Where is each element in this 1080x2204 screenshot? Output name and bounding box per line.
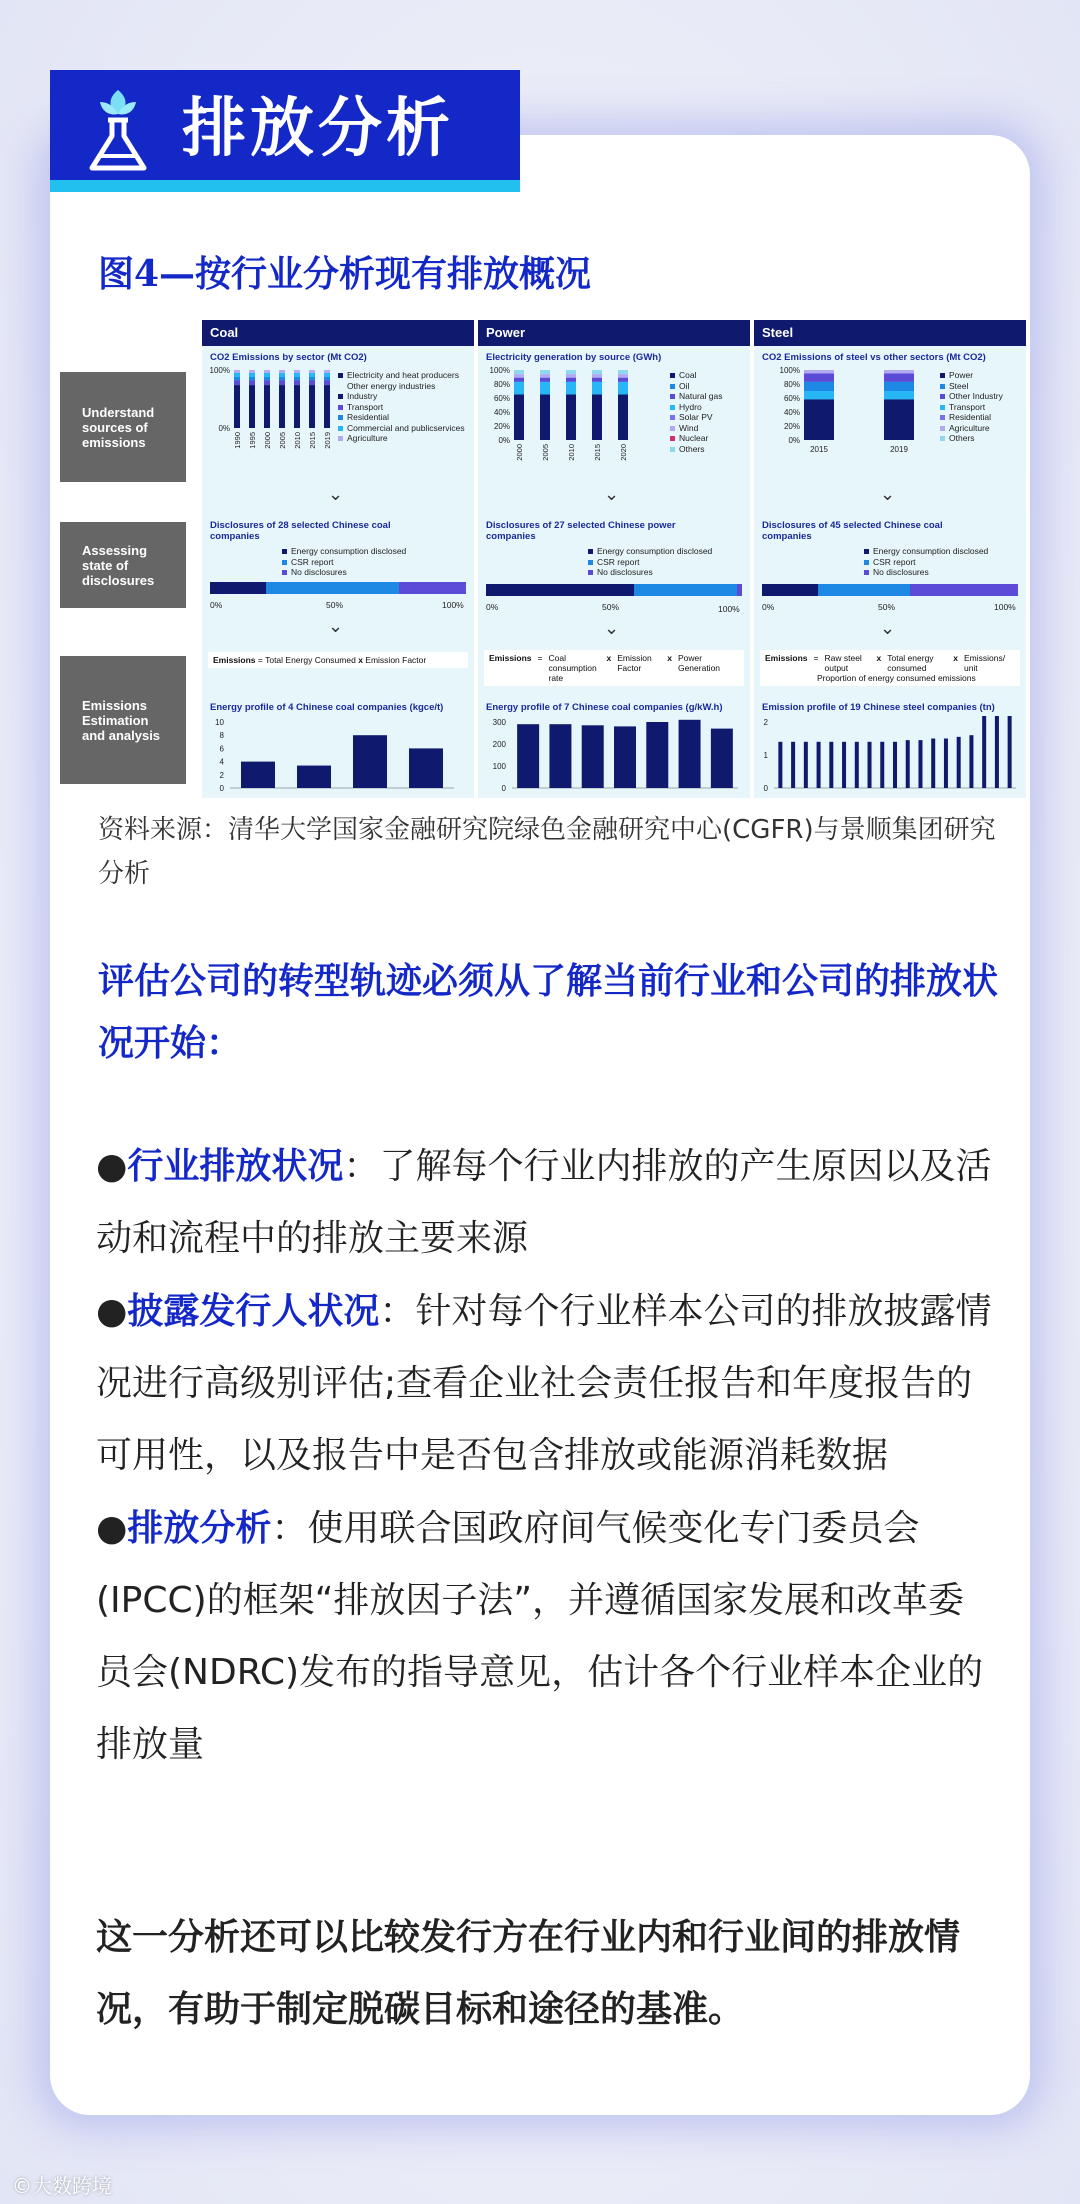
disclosure-segment	[399, 582, 466, 594]
chevron-down-icon: ⌄	[328, 484, 344, 505]
bar-segment	[264, 377, 270, 380]
bar-segment	[309, 380, 315, 385]
profile-bar	[817, 742, 821, 788]
x-tick-label: 2005	[278, 432, 287, 449]
x-tick-label: 2019	[890, 445, 908, 454]
legend-item: Residential	[338, 412, 465, 423]
profile-title: Energy profile of 4 Chinese coal companies (kgce/t)	[210, 702, 444, 713]
disclosure-title: Disclosures of 28 selected Chinese coal companies	[210, 520, 391, 542]
bar-segment	[309, 370, 315, 373]
bar-segment	[618, 382, 628, 395]
sources-chart	[202, 364, 342, 459]
y-tick-label: 40%	[493, 408, 510, 417]
chevron-down-icon: ⌄	[604, 484, 620, 505]
chevron-down-icon: ⌄	[880, 618, 896, 639]
panel-coal	[202, 320, 474, 798]
disclosure-bar	[762, 584, 1018, 596]
profile-bar	[353, 735, 387, 788]
x-tick-label: 2010	[293, 432, 302, 449]
row-label-sources: Understand sources of emissions	[60, 372, 186, 482]
y-tick-label: 1	[763, 751, 768, 760]
bar-segment	[234, 380, 240, 385]
bar-segment	[294, 385, 300, 428]
bar-segment	[804, 399, 834, 440]
disclosure-legend: Energy consumption disclosed CSR report No disclosures	[588, 546, 712, 578]
bar-segment	[804, 370, 834, 374]
bar-segment	[540, 370, 550, 374]
profile-bar	[995, 716, 999, 788]
profile-bar	[868, 742, 872, 788]
bar-segment	[804, 391, 834, 399]
bar-segment	[566, 382, 576, 395]
bar-segment	[592, 382, 602, 395]
pct-label: 50%	[326, 600, 344, 610]
bar-segment	[249, 370, 255, 373]
bar-segment	[249, 385, 255, 428]
x-tick-label: 2015	[308, 432, 317, 449]
emission-formula: Emissions = Coal consumption rate x Emission Factor x Power Generation	[484, 650, 744, 686]
bar-segment	[514, 395, 524, 441]
bullet-list	[96, 1130, 996, 1781]
y-tick-label: 4	[219, 757, 224, 767]
profile-bar	[969, 735, 973, 788]
bar-segment	[566, 370, 576, 374]
source-note: 资料来源：清华大学国家金融研究院绿色金融研究中心(CGFR)与景顺集团研究分析	[98, 815, 996, 889]
bar-segment	[264, 385, 270, 428]
x-tick-label: 2019	[323, 432, 332, 449]
legend-item: Other energy industries	[347, 380, 436, 391]
profile-bar	[791, 742, 795, 788]
disclosure-segment	[910, 584, 1018, 596]
profile-bar	[549, 724, 571, 788]
bar-segment	[514, 378, 524, 382]
x-tick-label: 2015	[810, 445, 828, 454]
disclosure-bar	[210, 582, 466, 594]
panel-header: Coal	[202, 320, 474, 346]
bar-segment	[309, 385, 315, 428]
y-tick-label: 0	[219, 784, 224, 793]
y-tick-label: 40%	[783, 408, 800, 417]
profile-bar	[906, 740, 910, 788]
x-tick-label: 1995	[248, 432, 257, 449]
bar-segment	[618, 378, 628, 382]
y-tick-label: 0	[763, 784, 768, 793]
conclusion-text: 这一分析还可以比较发行方在行业内和行业间的排放情况，有助于制定脱碳目标和途径的基准。	[96, 1917, 961, 2030]
sources-chart	[478, 364, 668, 470]
profile-bar	[982, 716, 986, 788]
bar-segment	[249, 377, 255, 380]
bar-segment	[324, 385, 330, 428]
bar-segment	[884, 374, 914, 382]
bar-segment	[884, 382, 914, 391]
legend-item: Agriculture	[338, 433, 465, 444]
bar-segment	[514, 382, 524, 395]
profile-bar	[582, 725, 604, 788]
profile-bar	[1008, 716, 1012, 788]
bar-segment	[540, 382, 550, 395]
x-tick-label: 2000	[263, 432, 272, 449]
bar-segment	[279, 380, 285, 385]
y-tick-label: 80%	[783, 380, 800, 389]
sources-chart	[754, 364, 944, 470]
panel-power	[478, 320, 750, 798]
profile-bar	[409, 748, 443, 788]
x-tick-label: 2000	[515, 444, 524, 461]
legend-item: Electricity and heat producers	[338, 370, 465, 381]
y-tick-label: 100	[492, 762, 506, 771]
sources-chart-title: CO2 Emissions of steel vs other sectors (Mt CO2)	[762, 352, 986, 363]
profile-bar	[944, 739, 948, 789]
sector-figure	[60, 320, 1020, 800]
bar-segment	[884, 399, 914, 440]
sources-chart-title: Electricity generation by source (GWh)	[486, 352, 662, 363]
y-tick-label: 6	[219, 744, 224, 754]
bar-segment	[234, 370, 240, 373]
bar-segment	[592, 395, 602, 441]
bar-segment	[592, 370, 602, 374]
bar-segment	[804, 374, 834, 382]
bar-segment	[592, 374, 602, 378]
profile-bar	[918, 740, 922, 788]
disclosure-segment	[762, 584, 818, 596]
chevron-down-icon: ⌄	[880, 484, 896, 505]
row-label-estimation: Emissions Estimation and analysis	[60, 656, 186, 784]
bar-segment	[566, 378, 576, 382]
y-tick-label: 20%	[783, 422, 800, 431]
pct-label: 100%	[994, 602, 1016, 612]
bar-segment	[234, 385, 240, 428]
bullet-term: 行业排放状况	[127, 1145, 344, 1187]
disclosure-segment	[818, 584, 910, 596]
pct-label: 100%	[718, 604, 740, 614]
flask-icon	[78, 84, 158, 174]
bar-segment	[264, 370, 270, 373]
bullet-item: ●行业排放状况：了解每个行业内排放的产生原因以及活动和流程中的排放主要来源	[96, 1145, 992, 1259]
profile-bar	[614, 726, 636, 788]
pct-label: 0%	[762, 602, 775, 612]
disclosure-legend: Energy consumption disclosed CSR report No disclosures	[864, 546, 988, 578]
bullet-term: 排放分析	[127, 1507, 272, 1549]
watermark: ©大数跨境	[12, 2174, 112, 2198]
y-tick-label: 2	[763, 718, 768, 727]
y-tick-label: 100%	[779, 366, 800, 375]
bar-segment	[566, 395, 576, 441]
profile-bar	[241, 762, 275, 788]
bar-segment	[618, 370, 628, 374]
profile-bar	[880, 742, 884, 788]
intro-heading: 评估公司的转型轨迹必须从了解当前行业和公司的排放状况开始：	[98, 960, 999, 1064]
y-tick-label: 200	[492, 740, 506, 749]
disclosure-bar	[486, 584, 742, 596]
pct-label: 50%	[878, 602, 896, 612]
profile-title: Emission profile of 19 Chinese steel companies (tn)	[762, 702, 995, 713]
sources-legend: Coal Oil Natural gas Hydro Solar PV Wind Nuclear Others	[670, 370, 722, 454]
bullet-item: ●披露发行人状况：针对每个行业样本公司的排放披露情况进行高级别评估;查看企业社会责任报告和年度报告的可用性，以及报告中是否包含排放或能源消耗数据	[96, 1290, 992, 1476]
disclosure-segment	[486, 584, 634, 596]
profile-bar	[646, 722, 668, 788]
bar-segment	[514, 370, 524, 374]
bar-segment	[279, 373, 285, 377]
x-tick-label: 2015	[593, 444, 602, 461]
row-label-disclosures: Assessing state of disclosures	[60, 522, 186, 608]
bar-segment	[234, 373, 240, 377]
emission-formula: Emissions = Total Energy Consumed x Emission Factor	[208, 652, 468, 668]
bar-segment	[249, 373, 255, 377]
profile-bar	[931, 739, 935, 789]
bar-segment	[540, 374, 550, 378]
disclosure-title: Disclosures of 45 selected Chinese coal companies	[762, 520, 943, 542]
page-title: 排放分析	[182, 91, 454, 166]
profile-bar	[679, 720, 701, 788]
profile-bar	[829, 742, 833, 788]
x-tick-label: 2020	[619, 444, 628, 461]
bar-segment	[540, 395, 550, 441]
y-tick-label: 0	[501, 784, 506, 793]
bullet-item: ●排放分析：使用联合国政府间气候变化专门委员会(IPCC)的框架“排放因子法”，并遵循国家发展和改革委员会(NDRC)发布的指导意见，估计各个行业样本企业的排放量	[96, 1507, 984, 1765]
bar-segment	[309, 377, 315, 380]
y-tick-label: 300	[492, 718, 506, 727]
formula-note: Proportion of energy consumed emissions	[817, 673, 976, 683]
bar-segment	[884, 370, 914, 374]
bar-segment	[294, 373, 300, 377]
profile-chart	[754, 716, 1026, 796]
bar-segment	[514, 374, 524, 378]
sources-legend: Power Steel Other Industry Transport Residential Agriculture Others	[940, 370, 1003, 444]
profile-chart	[478, 716, 750, 796]
y-tick-label: 100%	[209, 366, 230, 375]
profile-bar	[778, 742, 782, 788]
bar-segment	[324, 370, 330, 373]
profile-bar	[893, 742, 897, 788]
y-tick-label: 8	[219, 731, 224, 741]
y-tick-label: 100%	[489, 366, 510, 375]
bar-segment	[324, 377, 330, 380]
bar-segment	[324, 380, 330, 385]
y-tick-label: 0%	[788, 436, 800, 445]
chevron-down-icon: ⌄	[328, 616, 344, 637]
y-tick-label: 20%	[493, 422, 510, 431]
profile-bar	[517, 724, 539, 788]
bar-segment	[264, 373, 270, 377]
y-tick-label: 0%	[218, 424, 230, 433]
chevron-down-icon: ⌄	[604, 618, 620, 639]
pct-label: 0%	[486, 602, 499, 612]
profile-title: Energy profile of 7 Chinese coal companies (g/kW.h)	[486, 702, 723, 713]
sources-legend	[338, 370, 465, 444]
sources-chart-title: CO2 Emissions by sector (Mt CO2)	[210, 352, 367, 363]
bullet-term: 披露发行人状况	[127, 1290, 380, 1332]
panel-header: Power	[478, 320, 750, 346]
title-banner	[50, 70, 520, 192]
x-tick-label: 2005	[541, 444, 550, 461]
bar-segment	[294, 370, 300, 373]
profile-bar	[855, 742, 859, 788]
profile-bar	[804, 742, 808, 788]
bar-segment	[249, 380, 255, 385]
disclosure-segment	[634, 584, 736, 596]
bar-segment	[294, 380, 300, 385]
profile-bar	[842, 742, 846, 788]
figure-title: 图4—按行业分析现有排放概况	[98, 253, 592, 295]
panel-header: Steel	[754, 320, 1026, 346]
profile-bar	[711, 729, 733, 788]
profile-chart	[202, 716, 474, 796]
disclosure-title: Disclosures of 27 selected Chinese power companies	[486, 520, 676, 542]
bar-segment	[234, 377, 240, 380]
bar-segment	[884, 391, 914, 399]
bar-segment	[592, 378, 602, 382]
profile-bar	[957, 737, 961, 788]
bar-segment	[279, 370, 285, 373]
disclosure-segment	[210, 582, 266, 594]
bar-segment	[264, 380, 270, 385]
legend-item: Transport	[338, 402, 465, 413]
bar-segment	[540, 378, 550, 382]
bar-segment	[324, 373, 330, 377]
panel-steel	[754, 320, 1026, 798]
bar-segment	[309, 373, 315, 377]
profile-bar	[297, 766, 331, 788]
y-tick-label: 80%	[493, 380, 510, 389]
bar-segment	[294, 377, 300, 380]
pct-label: 0%	[210, 600, 223, 610]
disclosure-segment	[266, 582, 399, 594]
x-tick-label: 2010	[567, 444, 576, 461]
bar-segment	[279, 377, 285, 380]
bar-segment	[804, 382, 834, 391]
y-tick-label: 10	[215, 718, 224, 727]
disclosure-legend: Energy consumption disclosed CSR report No disclosures	[282, 546, 406, 578]
disclosure-segment	[737, 584, 742, 596]
y-tick-label: 2	[219, 770, 224, 780]
bar-segment	[566, 374, 576, 378]
emission-formula: Emissions = Raw steel output x Total energy consumed x Emissions/ unit Proportion of energy consumed emissions	[760, 650, 1020, 686]
y-tick-label: 60%	[493, 394, 510, 403]
bar-segment	[618, 395, 628, 441]
bar-segment	[279, 385, 285, 428]
bar-segment	[618, 374, 628, 378]
pct-label: 50%	[602, 602, 620, 612]
y-tick-label: 0%	[498, 436, 510, 445]
y-tick-label: 60%	[783, 394, 800, 403]
legend-item: Commercial and publicservices	[338, 423, 465, 434]
legend-item: Industry	[338, 391, 465, 402]
pct-label: 100%	[442, 600, 464, 610]
x-tick-label: 1990	[233, 432, 242, 449]
